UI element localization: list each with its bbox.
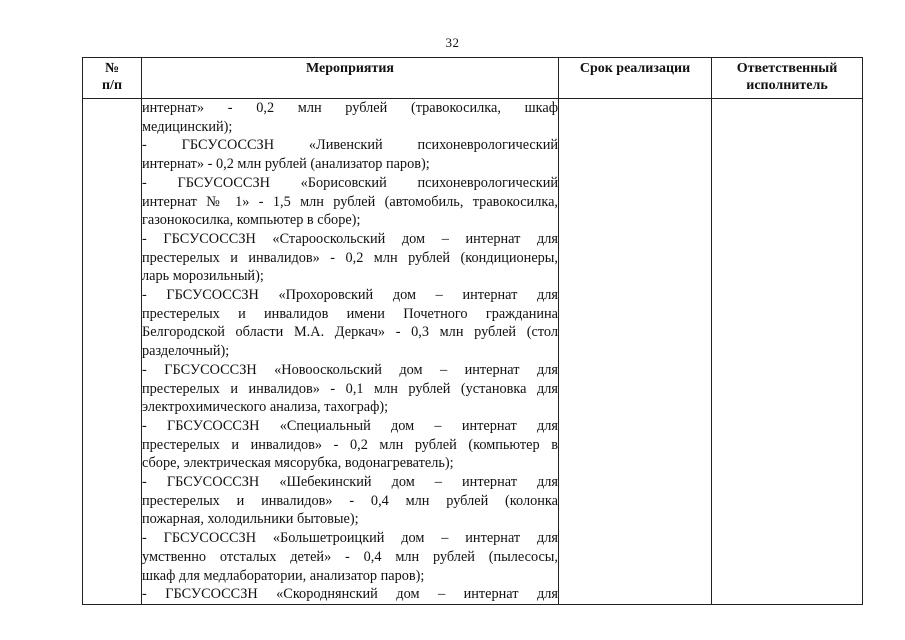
event-line: престерелых и инвалидов» - 0,2 млн рублей (кондиционеры,	[142, 249, 558, 266]
header-responsible-line-2: исполнитель	[746, 78, 828, 93]
header-term: Срок реализации	[559, 58, 712, 99]
event-line: престерелых и инвалидов» - 0,1 млн рублей (установка для	[142, 380, 558, 397]
event-line: Белгородской области М.А. Деркач» - 0,3 млн рублей (стол	[142, 324, 558, 341]
event-line: - ГБСУСОССЗН «Скороднянский дом – интернат для	[142, 586, 558, 603]
event-line: - ГБСУСОССЗН «Новооскольский дом – интернат для	[142, 361, 558, 378]
header-responsible-line-1: Ответственный	[736, 61, 838, 76]
page-number: 32	[445, 35, 460, 50]
event-line: - ГБСУСОССЗН «Прохоровский дом – интернат для	[142, 287, 558, 304]
table-row	[83, 99, 863, 605]
event-line: - ГБСУСОССЗН «Специальный дом – интернат для	[142, 417, 558, 434]
events-text	[142, 99, 558, 604]
number-cell	[83, 99, 142, 605]
header-number-line-1: №	[104, 61, 120, 76]
event-line: престерелых и инвалидов» - 0,2 млн рублей (компьютер в	[142, 436, 558, 453]
measures-table	[82, 57, 863, 605]
event-line: электрохимического анализа, тахограф);	[142, 399, 389, 416]
events-cell	[142, 99, 559, 605]
table-header-row	[83, 58, 863, 99]
event-line: интернат» - 0,2 млн рублей (анализатор паров);	[142, 156, 430, 173]
event-line: интернат № 1» - 1,5 млн рублей (автомобиль, травокосилка,	[142, 193, 558, 210]
header-events: Мероприятия	[142, 58, 559, 99]
event-line: - ГБСУСОССЗН «Ливенский психоневрологический	[142, 137, 558, 154]
header-responsible	[712, 58, 863, 99]
event-line: сборе, электрическая мясорубка, водонагреватель);	[142, 455, 454, 472]
term-cell	[559, 99, 712, 605]
event-line: - ГБСУСОССЗН «Старооскольский дом – интернат для	[142, 230, 558, 247]
event-line: интернат» - 0,2 млн рублей (травокосилка, шкаф	[142, 100, 558, 116]
responsible-cell	[712, 99, 863, 605]
event-line: медицинский);	[142, 118, 233, 135]
header-number-line-2: п/п	[101, 78, 123, 93]
event-line: престерелых и инвалидов» - 0,4 млн рублей (колонка	[142, 492, 558, 509]
event-line: газонокосилка, компьютер в сборе);	[142, 212, 361, 229]
header-number	[83, 58, 142, 99]
event-line: разделочный);	[142, 343, 230, 360]
event-line: - ГБСУСОССЗН «Большетроицкий дом – интернат для	[142, 530, 558, 547]
event-line: ларь морозильный);	[142, 268, 264, 285]
event-line: - ГБСУСОССЗН «Шебекинский дом – интернат для	[142, 474, 558, 491]
event-line: шкаф для медлаборатории, анализатор паров);	[142, 567, 425, 584]
event-line: умственно отсталых детей» - 0,4 млн рублей (пылесосы,	[142, 548, 558, 565]
event-line: - ГБСУСОССЗН «Борисовский психоневрологический	[142, 174, 558, 191]
event-line: престерелых и инвалидов имени Почетного гражданина	[142, 305, 558, 322]
event-line: пожарная, холодильники бытовые);	[142, 511, 359, 528]
